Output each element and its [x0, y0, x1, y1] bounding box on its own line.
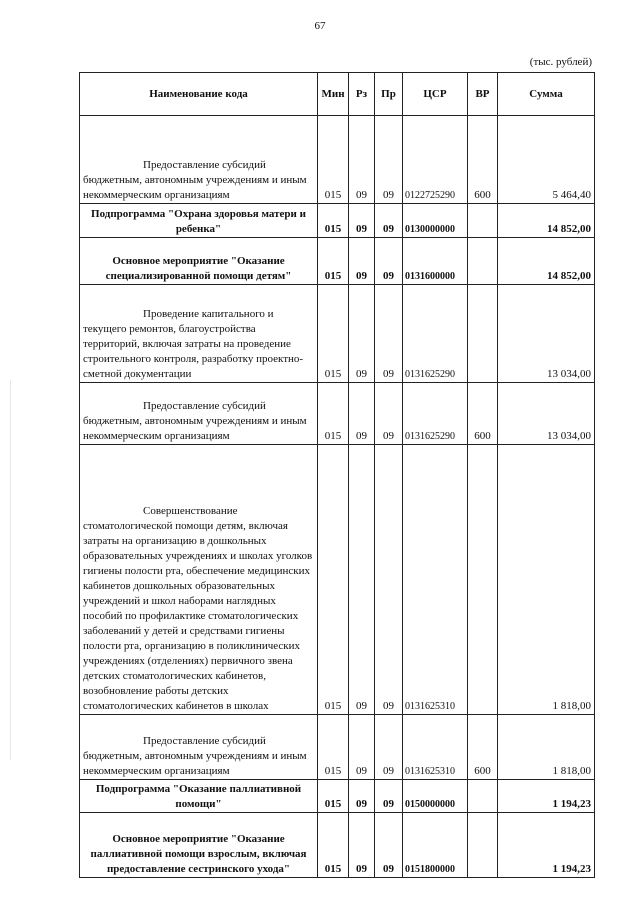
- row-vr: [468, 285, 498, 383]
- header-sum: Сумма: [498, 73, 595, 116]
- header-rz: Рз: [349, 73, 375, 116]
- header-csr: ЦСР: [403, 73, 468, 116]
- row-rz: 09: [349, 285, 375, 383]
- row-name: Подпрограмма "Оказание паллиативной помощи": [80, 780, 318, 813]
- row-csr: 0131600000: [403, 238, 468, 285]
- row-sum: 13 034,00: [498, 285, 595, 383]
- row-pr: 09: [375, 285, 403, 383]
- page-number: 67: [314, 20, 326, 32]
- table-row: [80, 238, 595, 285]
- row-rz: 09: [349, 238, 375, 285]
- header-name: Наименование кода: [80, 73, 318, 116]
- row-pr: 09: [375, 204, 403, 238]
- header-vr: ВР: [468, 73, 498, 116]
- budget-table: [79, 72, 595, 878]
- row-min: 015: [318, 204, 349, 238]
- row-vr: [468, 204, 498, 238]
- row-sum: 1 194,23: [498, 813, 595, 878]
- row-vr: [468, 238, 498, 285]
- table-row: [80, 715, 595, 780]
- row-name: Предоставление субсидий бюджетным, автономным учреждениям и иным некоммерческим организациям: [80, 715, 318, 780]
- row-vr: [468, 780, 498, 813]
- row-pr: 09: [375, 445, 403, 715]
- row-min: 015: [318, 715, 349, 780]
- row-csr: 0131625310: [403, 445, 468, 715]
- table-row: [80, 383, 595, 445]
- table-row: [80, 116, 595, 204]
- row-min: 015: [318, 813, 349, 878]
- row-csr: 0150000000: [403, 780, 468, 813]
- row-vr: 600: [468, 715, 498, 780]
- row-min: 015: [318, 780, 349, 813]
- row-pr: 09: [375, 813, 403, 878]
- row-vr: 600: [468, 383, 498, 445]
- row-min: 015: [318, 383, 349, 445]
- row-rz: 09: [349, 813, 375, 878]
- row-min: 015: [318, 238, 349, 285]
- row-rz: 09: [349, 445, 375, 715]
- row-csr: 0131625290: [403, 285, 468, 383]
- scan-margin-line: [10, 380, 11, 760]
- row-vr: [468, 813, 498, 878]
- row-csr: 0151800000: [403, 813, 468, 878]
- table-row: [80, 285, 595, 383]
- row-pr: 09: [375, 116, 403, 204]
- row-csr: 0130000000: [403, 204, 468, 238]
- row-rz: 09: [349, 780, 375, 813]
- row-pr: 09: [375, 715, 403, 780]
- row-min: 015: [318, 445, 349, 715]
- row-vr: 600: [468, 116, 498, 204]
- row-min: 015: [318, 116, 349, 204]
- row-name: Проведение капитального и текущего ремонтов, благоустройства территорий, включая затраты на проведение строительного контроля, разработку проектно-сметной документации: [80, 285, 318, 383]
- row-rz: 09: [349, 383, 375, 445]
- row-pr: 09: [375, 780, 403, 813]
- row-csr: 0122725290: [403, 116, 468, 204]
- row-name: Подпрограмма "Охрана здоровья матери и ребенка": [80, 204, 318, 238]
- row-vr: [468, 445, 498, 715]
- table-row: [80, 204, 595, 238]
- row-rz: 09: [349, 116, 375, 204]
- row-sum: 5 464,40: [498, 116, 595, 204]
- row-pr: 09: [375, 238, 403, 285]
- row-rz: 09: [349, 204, 375, 238]
- row-sum: 13 034,00: [498, 383, 595, 445]
- row-name: Совершенствование стоматологической помощи детям, включая затраты на организацию в дошкольных образовательных учреждениях и школах уголков гигиены полости рта, обеспечение медицинских кабинетов дошкольных образовательных учреждений и школ наборами наглядных пособий по профилактике стоматологических заболеваний у детей и средствами гигиены полости рта, организацию в поликлинических учреждениях (отделениях) первичного звена детских стоматологических кабинетов, возобновление работы детских стоматологических кабинетов в школах: [80, 445, 318, 715]
- row-sum: 14 852,00: [498, 204, 595, 238]
- row-name: Предоставление субсидий бюджетным, автономным учреждениям и иным некоммерческим организациям: [80, 116, 318, 204]
- table-row: [80, 780, 595, 813]
- row-sum: 14 852,00: [498, 238, 595, 285]
- header-min: Мин: [318, 73, 349, 116]
- row-name: Основное мероприятие "Оказание специализированной помощи детям": [80, 238, 318, 285]
- row-sum: 1 818,00: [498, 715, 595, 780]
- row-rz: 09: [349, 715, 375, 780]
- units-note: (тыс. рублей): [529, 56, 592, 68]
- header-pr: Пр: [375, 73, 403, 116]
- row-name: Основное мероприятие "Оказание паллиативной помощи взрослым, включая предоставление сестринского ухода": [80, 813, 318, 878]
- table-row: [80, 813, 595, 878]
- table-header: [80, 73, 595, 116]
- table-row: [80, 445, 595, 715]
- row-sum: 1 818,00: [498, 445, 595, 715]
- row-csr: 0131625290: [403, 383, 468, 445]
- row-sum: 1 194,23: [498, 780, 595, 813]
- row-min: 015: [318, 285, 349, 383]
- row-pr: 09: [375, 383, 403, 445]
- row-name: Предоставление субсидий бюджетным, автономным учреждениям и иным некоммерческим организациям: [80, 383, 318, 445]
- row-csr: 0131625310: [403, 715, 468, 780]
